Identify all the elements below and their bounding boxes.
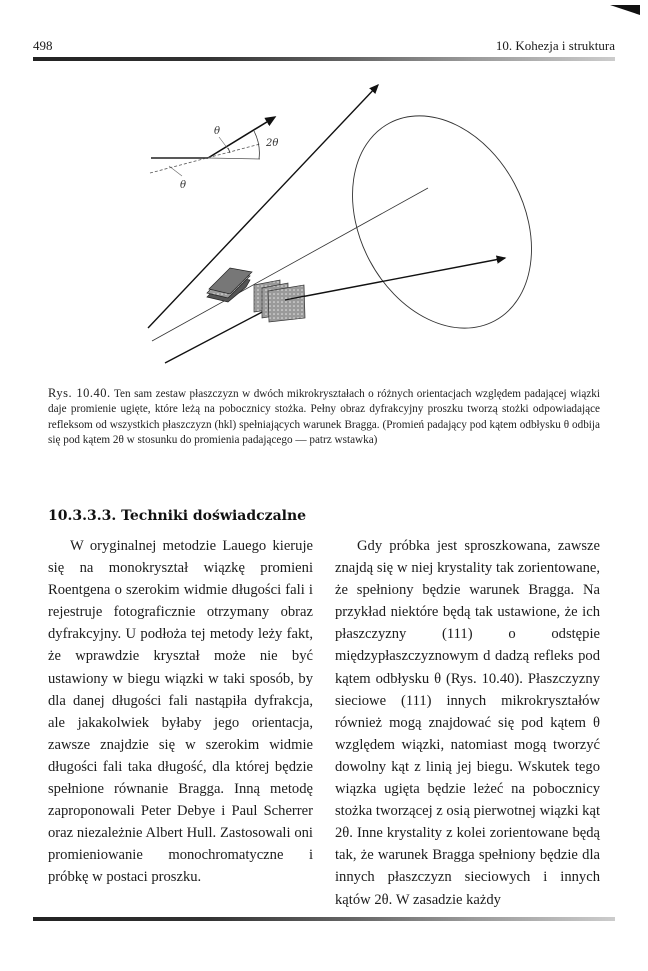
running-header (33, 38, 615, 58)
paragraph-powder-sample: Gdy próbka jest sproszkowana, zawsze znajdą się w niej krystality tak zorientowane, że spełniony będzie warunek Bragga. Na przykład niektóre będą tak ustawione, że ich płaszczyzny (111) o odstępie międzypłaszczyznowym d dadzą refleks pod kątem odbłysku θ (Rys. 10.40). Płaszczyzny sieciowe (111) innych mikrokryształów również mogą znajdować się pod kątem θ względem wiązki, natomiast mogą tworzyć dowolny kąt z linią jej biegu. Wskutek tego wiązka ugięta będzie leżeć na pobocznicy stożka tworzącej z osią pierwotnej wiązki kąt 2θ. Inne krystality z kolei zorientowane będą tak, że warunek Bragga spełniony będzie dla innych płaszczyzn sieciowych i innych kątów 2θ. W zasadzie każdy (335, 538, 601, 908)
caption-text: Ten sam zestaw płaszczyzn w dwóch mikrokryształach o różnych orientacjach względem padającej wiązki daje promienie ugięte, które leżą na pobocznicy stożka. Pełny obraz dyfrakcyjny proszku tworzą stożki odpowiadające refleksom od wszystkich płaszczyzn (hkl) spełniających warunek Bragga. (Promień padający pod kątem odbłysku θ odbija się pod kątem 2θ w stosunku do promienia padającego — patrz wstawka) (48, 388, 600, 447)
chapter-title: 10. Kohezja i struktura (495, 38, 615, 53)
header-rule (33, 57, 615, 61)
section-heading: 10.3.3.3. Techniki doświadczalne (48, 508, 307, 524)
svg-text:2θ: 2θ (266, 138, 279, 149)
svg-text:θ: θ (214, 126, 221, 137)
crystal-plates-2 (254, 280, 305, 322)
figure-debye-scherrer-cone (130, 78, 600, 378)
figure-caption (48, 386, 600, 449)
footer-rule (33, 917, 615, 921)
caption-label: Rys. 10.40. (48, 386, 111, 400)
page-corner-mark (610, 5, 640, 15)
inset-bragg-angle-diagram (150, 117, 278, 191)
left-column (48, 535, 313, 889)
svg-text:θ: θ (180, 180, 187, 191)
right-column (335, 535, 600, 911)
paragraph-laue-method: W oryginalnej metodzie Lauego kieruje się na monokryształ wiązkę promieni Roentgena o szerokim widmie długości fali i rejestruje fotograficznie otrzymany obraz dyfrakcyjny. U podłoża tej metody leży fakt, że wprawdzie kryształ może nie być ustawiony w biegu wiązki w taki sposób, by dla danej długości fali nastąpiła dyfrakcja, ale jakakolwiek byłaby jego orientacja, zawsze znajdzie się w szerokim widmie długości fali taka długość, dla której będzie spełnione równanie Bragga. Inną metodę zaproponowali Peter Debye i Paul Scherrer oraz niezależnie Albert Hull. Zastosowali oni promieniowanie monochromatyczne i próbkę w postaci proszku. (48, 538, 313, 886)
crystal-stack-1 (207, 268, 252, 302)
page-number: 498 (33, 38, 53, 53)
